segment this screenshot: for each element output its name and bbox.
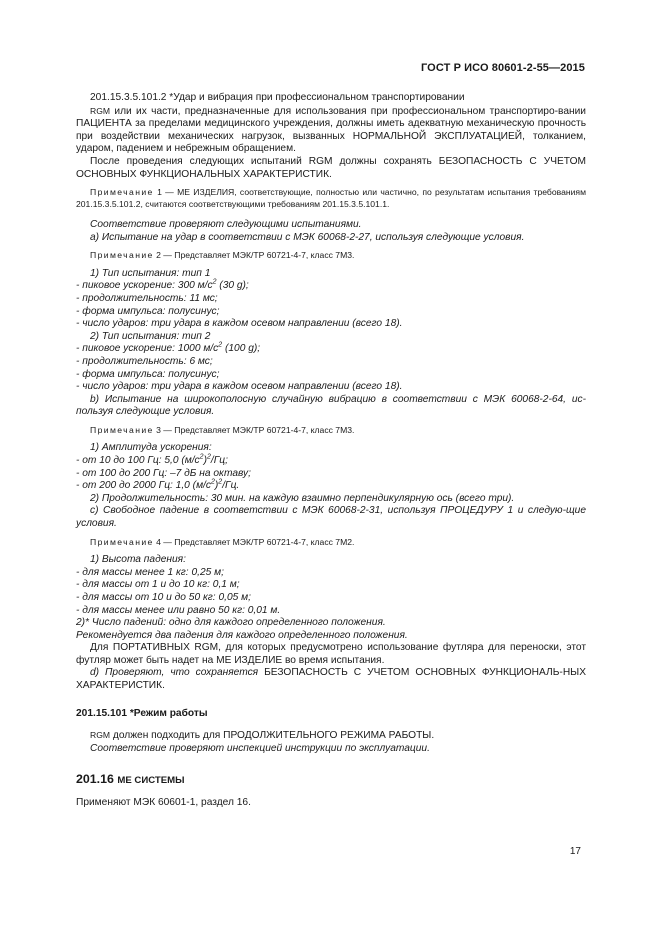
list-item: c) Свободное падение в соответствии с МЭК 60068-2-31, используя ПРОЦЕДУРУ 1 и следую-щие условия. — [76, 505, 586, 530]
page-number: 17 — [569, 846, 581, 857]
list-item: - продолжительность: 11 мс; — [76, 293, 218, 305]
list-item: d) Проверяют, что сохраняется БЕЗОПАСНОСТЬ С УЧЕТОМ ОСНОВНЫХ ФУНКЦИОНАЛЬ-НЫХ ХАРАКТЕРИСТИК. — [76, 667, 586, 692]
list-item: - для массы от 10 и до 50 кг: 0,05 м; — [76, 591, 251, 603]
list-item: - число ударов: три удара в каждом осевом направлении (всего 18). — [76, 381, 403, 393]
list-item: 2) Тип испытания: тип 2 — [90, 330, 211, 342]
paragraph: RGM должен подходить для ПРОДОЛЖИТЕЛЬНОГО РЕЖИМА РАБОТЫ. — [90, 730, 435, 742]
note: Примечание 1 — ME ИЗДЕЛИЯ, соответствующие, полностью или частично, по результатам испытания требованиям 201.15.3.5.101.2, считаются соответствующими требованиям 201.15.3.5.101.1. — [76, 187, 586, 209]
paragraph: После проведения следующих испытаний RGM должны сохранять БЕЗОПАСНОСТЬ С УЧЕТОМ ОСНОВНЫХ ФУНКЦИОНАЛЬНЫХ ХАРАКТЕРИСТИК. — [76, 155, 586, 180]
recommendation: Рекомендуется два падения для каждого определенного положения. — [76, 629, 408, 641]
list-item: - пиковое ускорение: 1000 $м/с^2$ (100 g); — [76, 342, 261, 355]
note: Примечание 2 — Представляет МЭК/ТР 60721-4-7, класс 7M3. — [90, 250, 355, 261]
document-header: ГОСТ Р ИСО 80601-2-55—2015 — [420, 62, 585, 74]
compliance-check: Соответствие проверяют следующими испытаниями. — [90, 219, 362, 231]
section-heading: 201.15.101 *Режим работы — [76, 707, 208, 719]
list-item: - пиковое ускорение: 300 $м/с^2$ (30 g); — [76, 279, 249, 292]
note: Примечание 4 — Представляет МЭК/ТР 60721-4-7, класс 7M2. — [90, 536, 355, 547]
paragraph: Для ПОРТАТИВНЫХ RGM, для которых предусмотрено использование футляра для переноски, этот футляр может быть надет на ME ИЗДЕЛИЕ во время испытания. — [76, 642, 586, 666]
list-item: - для массы менее или равно 50 кг: 0,01 м. — [76, 604, 281, 616]
note: Примечание 3 — Представляет МЭК/ТР 60721-4-7, класс 7M3. — [90, 424, 355, 435]
paragraph: Применяют МЭК 60601-1, раздел 16. — [76, 797, 251, 809]
list-item: - для массы менее 1 кг: 0,25 м; — [76, 566, 224, 578]
list-item: - продолжительность: 6 мс; — [76, 356, 213, 367]
list-item: b) Испытание на широкополосную случайную вибрацию в соответствии с МЭК 60068-2-64, ис-пользуя следующие условия. — [76, 393, 586, 418]
document-body — [76, 92, 586, 810]
list-item: 2) Продолжительность: 30 мин. на каждую взаимно перпендикулярную ось (всего три). — [90, 492, 515, 504]
clause-heading: 201.15.3.5.101.2 *Удар и вибрация при профессиональном транспортировании — [90, 92, 465, 103]
list-item: - форма импульса: полусинус; — [76, 305, 220, 317]
list-item: 1) Высота падения: — [90, 554, 186, 566]
list-item: a) Испытание на удар в соответствии с МЭК 60068-2-27, используя следующие условия. — [90, 231, 525, 243]
list-item: - форма импульса: полусинус; — [76, 368, 220, 380]
section-heading: 201.16 ME СИСТЕМЫ — [76, 772, 185, 787]
list-item: 1) Амплитуда ускорения: — [90, 442, 212, 454]
compliance-check: Соответствие проверяют инспекцией инструкции по эксплуатации. — [90, 742, 430, 754]
paragraph: RGM или их части, предназначенные для использования при профессиональном транспортиро-вании ПАЦИЕНТА за пределами медицинского учреждения, должны иметь адекватную механическую прочность при воздействии механических нагрузок, вызванных НОРМАЛЬНОЙ ЭКСПЛУАТАЦИЕЙ, толканием, ударом, падением и небрежным обращением. — [76, 105, 586, 155]
list-item: 2)* Число падений: одно для каждого определенного положения. — [76, 617, 386, 629]
list-item: - для массы от 1 и до 10 кг: 0,1 м; — [76, 579, 240, 591]
list-item: - от 10 до 100 Гц: 5,0 $(м/с^2)^2/Гц$; — [76, 453, 228, 467]
list-item: - число ударов: три удара в каждом осевом направлении (всего 18). — [76, 318, 403, 330]
list-item: - от 100 до 200 Гц: –7 дБ на октаву; — [76, 467, 251, 479]
list-item: 1) Тип испытания: тип 1 — [90, 267, 211, 279]
list-item: - от 200 до 2000 Гц: 1,0 $(м/с^2)^2/Гц$. — [76, 478, 240, 492]
